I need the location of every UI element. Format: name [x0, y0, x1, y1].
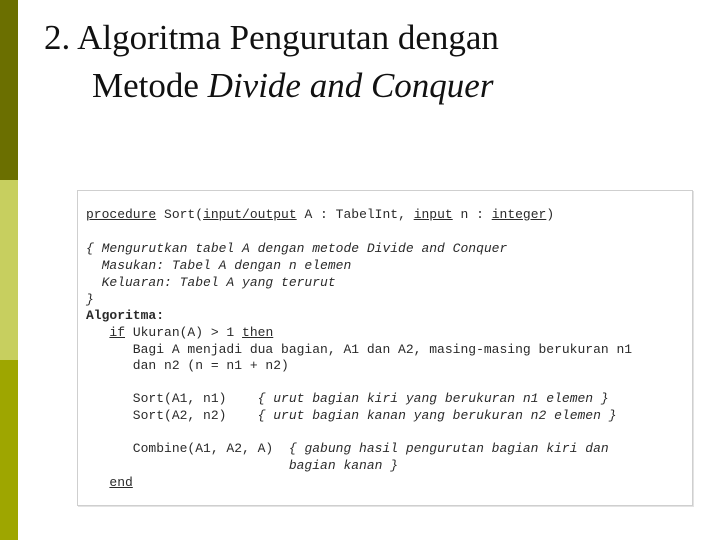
code-end-line	[86, 475, 133, 491]
code-algoritma-heading: Algoritma:	[86, 308, 165, 323]
title-line-2-italic: Divide and Conquer	[207, 66, 494, 105]
code-sort-a2-line	[86, 408, 617, 424]
code-comment-line-3: Keluaran: Tabel A yang terurut	[86, 275, 336, 290]
code-body-line-1: Bagi A menjadi dua bagian, A1 dan A2, masing-masing berukuran n1	[86, 342, 633, 357]
code-combine-comment-line-2: bagian kanan }	[86, 458, 399, 473]
slide-title	[44, 14, 499, 110]
proc-close: )	[546, 207, 555, 222]
code-procedure-line	[86, 207, 554, 223]
code-combine-line	[86, 441, 609, 457]
keyword-if: if	[109, 325, 126, 340]
code-comment-line-4: }	[86, 292, 94, 307]
sort-a2-call: Sort(A2, n2)	[86, 408, 258, 423]
side-bar-segment-middle	[0, 180, 18, 360]
keyword-end: end	[109, 475, 133, 490]
code-comment-line-1: { Mengurutkan tabel A dengan metode Divide and Conquer	[86, 241, 508, 256]
code-sort-a1-line	[86, 391, 609, 407]
code-if-line	[86, 325, 273, 341]
if-condition: Ukuran(A) > 1	[125, 325, 243, 340]
proc-params-2: n :	[452, 207, 492, 222]
side-accent-bar	[0, 0, 18, 540]
if-indent	[86, 325, 109, 340]
code-comment-line-2: Masukan: Tabel A dengan n elemen	[86, 258, 352, 273]
combine-comment-1: { gabung hasil pengurutan bagian kiri dan	[288, 441, 609, 456]
end-indent	[86, 475, 109, 490]
proc-name: Sort(	[156, 207, 204, 222]
keyword-integer: integer	[491, 207, 547, 222]
sort-a2-comment: { urut bagian kanan yang berukuran n2 elemen }	[257, 408, 617, 423]
code-panel	[77, 190, 693, 506]
keyword-input-output: input/output	[203, 207, 297, 222]
sort-a1-comment: { urut bagian kiri yang berukuran n1 elemen }	[257, 391, 609, 406]
sort-a1-call: Sort(A1, n1)	[86, 391, 258, 406]
side-bar-segment-bottom	[0, 360, 18, 540]
keyword-procedure: procedure	[86, 207, 157, 222]
proc-params-1: A : TabelInt,	[296, 207, 414, 222]
keyword-input: input	[413, 207, 453, 222]
title-line-2	[44, 62, 499, 110]
title-line-1: 2. Algoritma Pengurutan dengan	[44, 18, 499, 57]
side-bar-segment-top	[0, 0, 18, 180]
code-body-line-2: dan n2 (n = n1 + n2)	[86, 358, 289, 373]
keyword-then: then	[242, 325, 274, 340]
combine-call: Combine(A1, A2, A)	[86, 441, 289, 456]
title-line-2-prefix: Metode	[92, 66, 208, 105]
